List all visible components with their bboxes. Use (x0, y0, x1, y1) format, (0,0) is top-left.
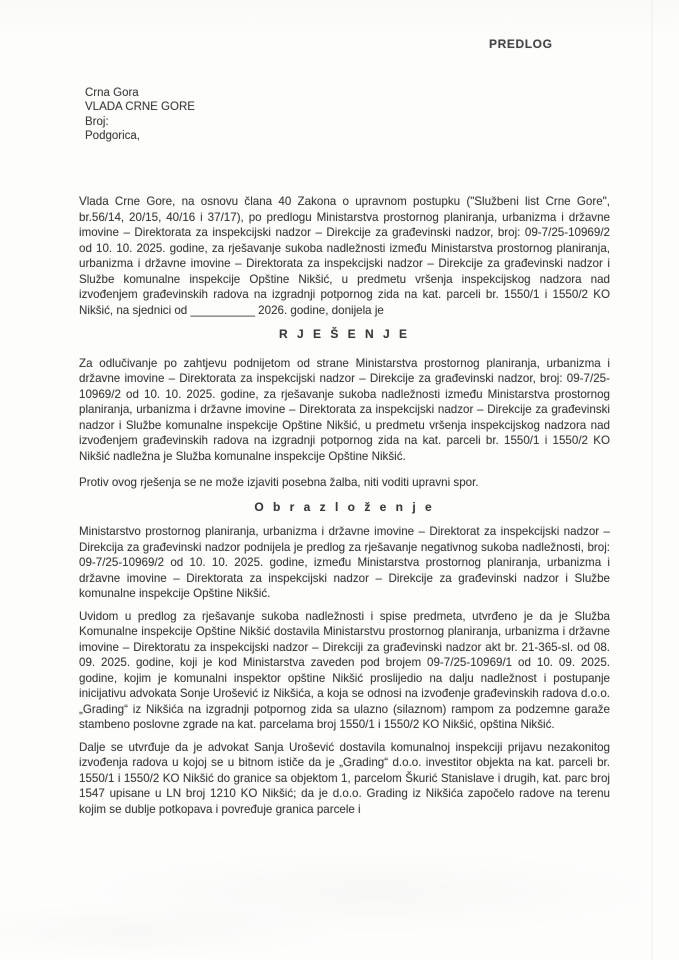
explanation-heading: O b r a z l o ž e n j e (254, 499, 435, 514)
explanation-paragraph: Uvidom u predlog za rješavanje sukoba nadležnosti i spise predmeta, utvrđeno je da je Služba Komunalne inspekcije Opštine Nikšić dostavila Ministarstvu prostornog planiranja, urbanizma i državne imovine – Direktoratu za inspekcijski nadzor – Direkciji za građevinski nadzor akt br. 21-365-sl. od 08. 09. 2025. godine, koji je kod Ministarstva zaveden pod brojem 09-7/25-10969/1 od 10. 09. 2025. godine, kojim je komunalni inspektor opštine Nikšić proslijedio na dalju nadležnost i postupanje inicijativu advokata Sonje Urošević iz Nikšića, a koja se odnosi na izvođenje građevinskih radova d.o.o. „Grading“ iz Nikšića na izgradnji potpornog zida sa ulazno (silaznom) rampom za podzemne garaže stambeno poslovne zgrade na kat. parcelama broj 1550/1 i 1550/2 KO Nikšić, opština Nikšić. (79, 609, 610, 731)
letterhead-number-label: Broj: (85, 115, 109, 128)
explanation-paragraph: Ministarstvo prostornog planiranja, urbanizma i državne imovine – Direktorat za inspekcijski nadzor – Direkcija za građevinski nadzor podnijela je predlog za rješavanje negativnog sukoba nadležnosti, broj: 09-7/25-10969/2 od 10. 10. 2025. godine, između Ministarstva prostornog planiranja, urbanizma i državne imovine – Direktorata za inspekcijski nadzor – Direkcije za građevinski nadzor i Službe komunalne inspekcije Opštine Nikšić. (79, 525, 610, 600)
letterhead-country: Crna Gora (85, 87, 139, 99)
ruling-paragraph: Za odlučivanje po zahtjevu podnijetom od strane Ministarstva prostornog planiranja, urbanizma i državne imovine – Direktorata za inspekcijski nadzor – Direkcije za građevinski nadzor, broj: 09-7/25-10969/2 od 10. 10. 2025. godine, za rješavanje sukoba nadležnosti između Ministarstva prostornog planiranja, urbanizma i državne imovine – Direktorata za inspekcijski nadzor – Direkcije za građevinski nadzor i Službe komunalne inspekcije Opštine Nikšić, u predmetu vršenja inspekcijskog nadzora nad izvođenjem građevinskih radova na izgradnji potpornog zida na kat. parceli br. 1550/1 i 1550/2 KO Nikšić nadležna je Služba komunalne inspekcije Opštine Nikšić. (79, 356, 610, 463)
document-body (79, 194, 610, 817)
letterhead-place: Podgorica, (85, 129, 140, 142)
letterhead (85, 86, 195, 143)
intro-paragraph: Vlada Crne Gore, na osnovu člana 40 Zakona o upravnom postupku ("Službeni list Crne Gore", br.56/14, 20/15, 40/16 i 37/17), po predlogu Ministarstva prostornog planiranja, urbanizma i državne imovine – Direktorata za inspekcijski nadzor – Direkcije za građevinski nadzor, broj: 09-7/25-10969/2 od 10. 10. 2025. godine, za rješavanje sukoba nadležnosti između Ministarstva prostornog planiranja, urbanizma i državne imovine – Direktorata za inspekcijski nadzor – Direkcije za građevinski nadzor i Službe komunalne inspekcije Opštine Nikšić, u predmetu vršenja inspekcijskog nadzora nad izvođenjem građevinskih radova na izgradnji potpornog zida na kat. parceli br. 1550/1 i 1550/2 KO Nikšić, na sjednici od __________ 2026. godine, donijela je (79, 195, 610, 317)
appeal-note-paragraph: Protiv ovog rješenja se ne može izjaviti posebna žalba, niti voditi upravni spor. (79, 476, 479, 489)
letterhead-institution: VLADA CRNE GORE (85, 101, 195, 114)
document-status-label: PREDLOG (489, 37, 553, 51)
explanation-paragraph: Dalje se utvrđuje da je advokat Sanja Urošević dostavila komunalnoj inspekciji prijavu nezakonitog izvođenja radova u kojoj se u bitnom ističe da je „Grading“ d.o.o. investitor objekta na kat. parceli br. 1550/1 i 1550/2 KO Nikšić do granice sa objektom 1, parcelom Škurić Stanislave i drugih, kat. parc broj 1547 upisane u LN broj 1210 KO Nikšić; da je d.o.o. Grading iz Nikšića započelo radove na terenu kojim se dublje potkopava i povređuje granica parcele i (79, 740, 610, 816)
ruling-heading: R J E Š E N J E (278, 327, 411, 341)
